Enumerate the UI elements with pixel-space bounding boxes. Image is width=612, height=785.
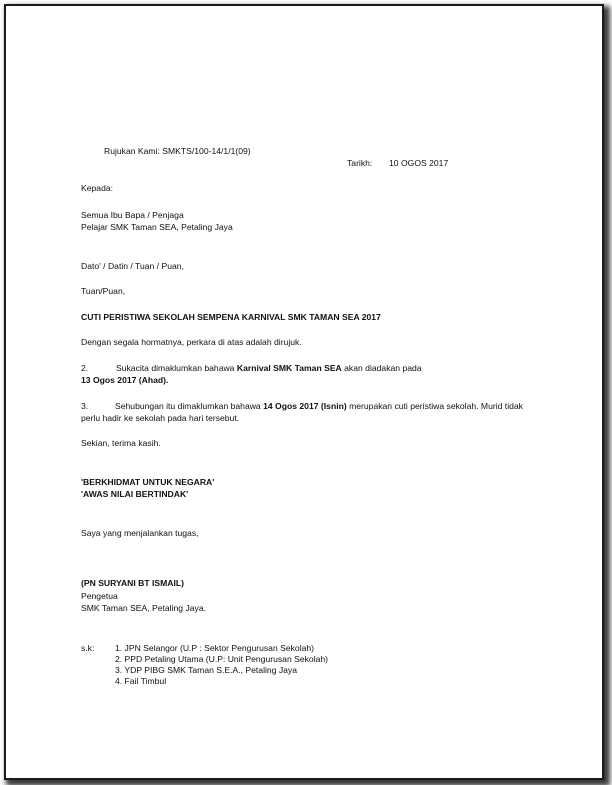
reference-number: Rujukan Kami: SMKTS/100-14/1/1(09): [104, 146, 251, 156]
paragraph-2-text: Sukacita dimaklumkan bahawa: [116, 363, 237, 373]
salutation-short: Tuan/Puan,: [81, 286, 126, 296]
recipient-line: Pelajar SMK Taman SEA, Petaling Jaya: [81, 222, 233, 232]
motto-line: 'BERKHIDMAT UNTUK NEGARA': [81, 477, 215, 487]
signatory-name: (PN SURYANI BT ISMAIL): [81, 578, 184, 588]
duty-line: Saya yang menjalankan tugas,: [81, 528, 199, 538]
closing-line: Sekian, terima kasih.: [81, 438, 161, 448]
paragraph-1: Dengan segala hormatnya, perkara di atas adalah dirujuk.: [81, 337, 302, 347]
to-label: Kepada:: [81, 183, 114, 193]
date-value: 10 OGOS 2017: [389, 158, 449, 168]
signatory-school: SMK Taman SEA, Petaling Jaya.: [81, 603, 206, 613]
paragraph-3-text: merupakan cuti peristiwa sekolah. Murid tidak perlu hadir ke sekolah pada hari tersebut.: [81, 401, 523, 423]
cc-item: 2. PPD Petaling Utama (U.P: Unit Pengurusan Sekolah): [115, 654, 329, 664]
event-name: Karnival SMK Taman SEA: [236, 363, 342, 373]
recipient-line: Semua Ibu Bapa / Penjaga: [81, 210, 184, 220]
cc-item: 1. JPN Selangor (U.P : Sektor Pengurusan Sekolah): [115, 643, 315, 653]
event-date: 13 Ogos 2017 (Ahad).: [81, 375, 169, 385]
motto-line: 'AWAS NILAI BERTINDAK': [81, 489, 189, 499]
paragraph-3-number: 3.: [81, 401, 89, 411]
salutation: Dato' / Datin / Tuan / Puan,: [81, 261, 184, 271]
cc-list: [115, 643, 328, 687]
letter-subject: CUTI PERISTIWA SEKOLAH SEMPENA KARNIVAL SMK TAMAN SEA 2017: [81, 312, 381, 322]
paragraph-2-text: akan diadakan pada: [341, 363, 422, 373]
cc-item: 4. Fail Timbul: [115, 676, 167, 686]
cc-label: s.k:: [81, 643, 95, 653]
paragraph-2-line: [116, 363, 422, 374]
paragraph-2-number: 2.: [81, 363, 89, 373]
paragraph-3-text: Sehubungan itu dimaklumkan bahawa: [115, 401, 264, 411]
date-label: Tarikh:: [347, 158, 373, 168]
holiday-date: 14 Ogos 2017 (Isnin): [263, 401, 347, 411]
signatory-title: Pengetua: [81, 591, 118, 601]
paragraph-3: [81, 400, 537, 424]
cc-item: 3. YDP PIBG SMK Taman S.E.A., Petaling Jaya: [115, 665, 297, 675]
